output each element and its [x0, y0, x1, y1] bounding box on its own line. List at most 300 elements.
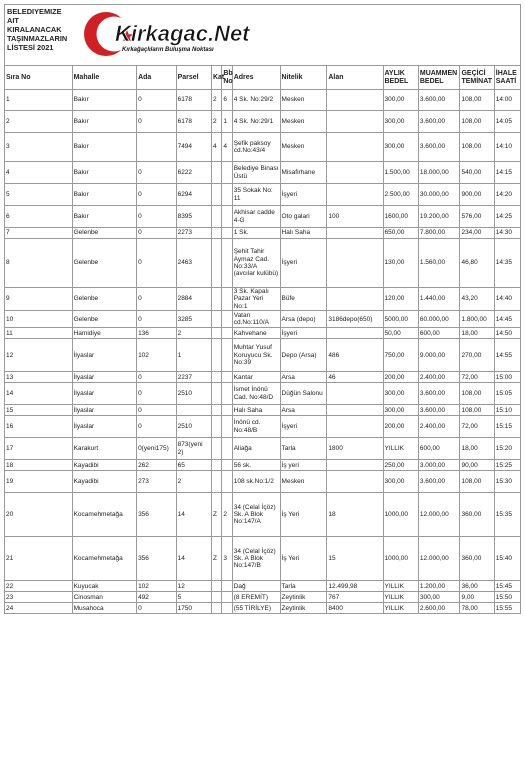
cell-gecici: 234,00 — [460, 228, 494, 239]
cell-ihale: 14:45 — [494, 311, 520, 328]
cell-alan — [327, 228, 383, 239]
cell-kat: 2 — [211, 111, 221, 133]
cell-sira: 4 — [5, 162, 73, 184]
table-row — [5, 493, 521, 537]
cell-parsel: 6222 — [176, 162, 211, 184]
table-row — [5, 228, 521, 239]
cell-alan: 18 — [327, 493, 383, 537]
cell-alan — [327, 90, 383, 111]
table-row — [5, 339, 521, 372]
crescent-star-icon — [82, 8, 282, 60]
cell-ihale: 14:35 — [494, 239, 520, 288]
cell-adres: (55 TİRİLYE) — [232, 603, 280, 614]
cell-ihale: 14:10 — [494, 133, 520, 162]
cell-ada: 102 — [137, 581, 177, 592]
cell-mahalle: Kocamehmetağa — [72, 537, 136, 581]
cell-aylik: 300,00 — [383, 90, 418, 111]
cell-muammen: 3.600,00 — [418, 405, 460, 416]
cell-nitelik: Arsa — [280, 405, 327, 416]
kirkagac-logo — [82, 8, 282, 60]
cell-adres: 108 sk.No:1/2 — [232, 471, 280, 493]
cell-gecici: 90,00 — [460, 460, 494, 471]
cell-parsel: 2273 — [176, 228, 211, 239]
cell-ihale: 15:50 — [494, 592, 520, 603]
cell-adres: 34 (Celal İçöz) Sk. A Blok No:147/A — [232, 493, 280, 537]
cell-mahalle: İlyaslar — [72, 339, 136, 372]
cell-mahalle: Bakır — [72, 162, 136, 184]
cell-ada: 0 — [137, 416, 177, 438]
cell-mahalle: Gelenbe — [72, 239, 136, 288]
cell-ihale: 15:20 — [494, 438, 520, 460]
cell-kat — [211, 162, 221, 184]
cell-gecici: 1.800,00 — [460, 311, 494, 328]
table-row — [5, 90, 521, 111]
cell-kat — [211, 239, 221, 288]
table-row — [5, 372, 521, 383]
cell-parsel: 6178 — [176, 111, 211, 133]
cell-ada: 0 — [137, 405, 177, 416]
list-title: BELEDIYEMIZE AIT KIRALANACAK TAŞINMAZLARIN LİSTESİ 2021 — [5, 5, 73, 66]
table-row — [5, 438, 521, 460]
cell-aylik: 1.500,00 — [383, 162, 418, 184]
cell-bb: 2 — [222, 493, 232, 537]
cell-sira: 13 — [5, 372, 73, 383]
cell-alan: 486 — [327, 339, 383, 372]
cell-kat: 4 — [211, 133, 221, 162]
cell-kat — [211, 581, 221, 592]
cell-nitelik: Zeytinlik — [280, 592, 327, 603]
cell-kat — [211, 288, 221, 311]
cell-sira: 2 — [5, 111, 73, 133]
cell-alan — [327, 460, 383, 471]
cell-muammen: 300,00 — [418, 592, 460, 603]
cell-mahalle: Gelenbe — [72, 288, 136, 311]
cell-bb: 1 — [222, 111, 232, 133]
col-ada: Ada — [137, 66, 177, 90]
cell-aylik: 200,00 — [383, 416, 418, 438]
cell-ihale: 15:00 — [494, 372, 520, 383]
col-sira: Sıra No — [5, 66, 73, 90]
cell-adres: Akhisar cadde 4-G — [232, 206, 280, 228]
cell-muammen: 12.000,00 — [418, 493, 460, 537]
logo-cell — [72, 5, 520, 66]
cell-aylik: 200,00 — [383, 372, 418, 383]
col-nitelik: Nitelik — [280, 66, 327, 90]
cell-sira: 23 — [5, 592, 73, 603]
cell-parsel: 1750 — [176, 603, 211, 614]
cell-nitelik: Mesken — [280, 90, 327, 111]
cell-adres: İnönü cd. No:48/B — [232, 416, 280, 438]
cell-alan: 100 — [327, 206, 383, 228]
cell-bb — [222, 206, 232, 228]
cell-aylik: 5000,00 — [383, 311, 418, 328]
cell-sira: 9 — [5, 288, 73, 311]
cell-ihale: 14:20 — [494, 184, 520, 206]
cell-adres: (8 EREMİT) — [232, 592, 280, 603]
cell-gecici: 78,00 — [460, 603, 494, 614]
cell-parsel: 3285 — [176, 311, 211, 328]
cell-alan — [327, 111, 383, 133]
cell-ihale: 14:25 — [494, 206, 520, 228]
cell-muammen: 60.000,00 — [418, 311, 460, 328]
cell-adres: 4 Sk. No:29/1 — [232, 111, 280, 133]
cell-nitelik: İşyeri — [280, 239, 327, 288]
cell-parsel: 2 — [176, 328, 211, 339]
cell-mahalle: Gelenbe — [72, 228, 136, 239]
cell-bb — [222, 581, 232, 592]
cell-alan — [327, 184, 383, 206]
cell-sira: 10 — [5, 311, 73, 328]
cell-ihale: 14:50 — [494, 328, 520, 339]
cell-muammen: 3.600,00 — [418, 383, 460, 405]
cell-gecici: 108,00 — [460, 471, 494, 493]
cell-alan — [327, 416, 383, 438]
cell-gecici: 540,00 — [460, 162, 494, 184]
cell-aylik: YILLIK — [383, 603, 418, 614]
cell-nitelik: Halı Saha — [280, 228, 327, 239]
cell-alan — [327, 471, 383, 493]
cell-sira: 7 — [5, 228, 73, 239]
table-row — [5, 162, 521, 184]
cell-sira: 15 — [5, 405, 73, 416]
cell-sira: 19 — [5, 471, 73, 493]
cell-sira: 21 — [5, 537, 73, 581]
cell-muammen: 600,00 — [418, 438, 460, 460]
cell-bb: 6 — [222, 90, 232, 111]
cell-alan: 8400 — [327, 603, 383, 614]
cell-nitelik: Büfe — [280, 288, 327, 311]
cell-bb — [222, 603, 232, 614]
cell-muammen: 1.440,00 — [418, 288, 460, 311]
cell-nitelik: İşyeri — [280, 184, 327, 206]
cell-ihale: 15:40 — [494, 537, 520, 581]
cell-bb — [222, 471, 232, 493]
cell-ihale: 15:55 — [494, 603, 520, 614]
cell-kat: Z — [211, 537, 221, 581]
cell-adres: İsmet İnönü Cad. No:48/D — [232, 383, 280, 405]
cell-kat — [211, 328, 221, 339]
col-parsel: Parsel — [176, 66, 211, 90]
cell-sira: 22 — [5, 581, 73, 592]
cell-mahalle: Gelenbe — [72, 311, 136, 328]
cell-kat — [211, 416, 221, 438]
cell-nitelik: İşyeri — [280, 328, 327, 339]
cell-ihale: 14:55 — [494, 339, 520, 372]
cell-alan: 767 — [327, 592, 383, 603]
cell-muammen: 3.600,00 — [418, 133, 460, 162]
cell-aylik: 250,00 — [383, 460, 418, 471]
cell-aylik: 300,00 — [383, 383, 418, 405]
cell-adres: Dağ — [232, 581, 280, 592]
cell-nitelik: İş Yeri — [280, 493, 327, 537]
cell-gecici: 108,00 — [460, 383, 494, 405]
cell-sira: 11 — [5, 328, 73, 339]
cell-nitelik: İş Yeri — [280, 537, 327, 581]
cell-nitelik: Depo (Arsa) — [280, 339, 327, 372]
cell-nitelik: Mesken — [280, 111, 327, 133]
cell-gecici: 108,00 — [460, 405, 494, 416]
cell-bb — [222, 405, 232, 416]
cell-muammen: 3.600,00 — [418, 471, 460, 493]
cell-adres: 34 (Celal İçöz) Sk. A Blok No:147/B — [232, 537, 280, 581]
cell-adres: 56 sk. — [232, 460, 280, 471]
cell-bb — [222, 460, 232, 471]
cell-bb — [222, 592, 232, 603]
cell-gecici: 108,00 — [460, 111, 494, 133]
cell-parsel: 2510 — [176, 383, 211, 405]
rental-list-sheet — [4, 4, 521, 614]
cell-sira: 1 — [5, 90, 73, 111]
table-row — [5, 405, 521, 416]
cell-muammen: 2.600,00 — [418, 603, 460, 614]
cell-sira: 14 — [5, 383, 73, 405]
table-row — [5, 460, 521, 471]
cell-muammen: 9.000,00 — [418, 339, 460, 372]
cell-alan: 1800 — [327, 438, 383, 460]
cell-parsel: 2884 — [176, 288, 211, 311]
cell-aylik: 750,00 — [383, 339, 418, 372]
cell-alan: 15 — [327, 537, 383, 581]
cell-ihale: 15:45 — [494, 581, 520, 592]
cell-mahalle: Kuyucak — [72, 581, 136, 592]
col-bb: Bb No — [222, 66, 232, 90]
table-row — [5, 311, 521, 328]
cell-muammen: 7.800,00 — [418, 228, 460, 239]
table-row — [5, 383, 521, 405]
cell-gecici: 108,00 — [460, 90, 494, 111]
cell-kat — [211, 184, 221, 206]
cell-ada: 102 — [137, 339, 177, 372]
cell-bb — [222, 438, 232, 460]
property-table — [4, 4, 521, 614]
cell-kat: 2 — [211, 90, 221, 111]
cell-adres: 35 Sokak No: 11 — [232, 184, 280, 206]
cell-ada: 0 — [137, 184, 177, 206]
cell-kat — [211, 603, 221, 614]
table-row — [5, 111, 521, 133]
cell-ada: 0 — [137, 228, 177, 239]
cell-gecici: 360,00 — [460, 493, 494, 537]
cell-gecici: 9,00 — [460, 592, 494, 603]
cell-ihale: 15:15 — [494, 416, 520, 438]
cell-ihale: 15:05 — [494, 383, 520, 405]
col-mahalle: Mahalle — [72, 66, 136, 90]
cell-bb — [222, 311, 232, 328]
cell-bb — [222, 239, 232, 288]
cell-alan — [327, 162, 383, 184]
cell-kat — [211, 311, 221, 328]
cell-parsel: 873(yeni 2) — [176, 438, 211, 460]
cell-alan: 12.499,98 — [327, 581, 383, 592]
title-row — [5, 5, 521, 66]
cell-kat: Z — [211, 493, 221, 537]
cell-parsel: 2237 — [176, 372, 211, 383]
cell-mahalle: İlyaslar — [72, 416, 136, 438]
col-muammen: MUAMMEN BEDEL — [418, 66, 460, 90]
cell-gecici: 108,00 — [460, 133, 494, 162]
cell-aylik: YILLIK — [383, 438, 418, 460]
cell-bb — [222, 372, 232, 383]
table-row — [5, 537, 521, 581]
header-row — [5, 66, 521, 90]
cell-ihale: 14:15 — [494, 162, 520, 184]
cell-sira: 17 — [5, 438, 73, 460]
cell-gecici: 36,00 — [460, 581, 494, 592]
cell-alan — [327, 288, 383, 311]
cell-ada: 0 — [137, 372, 177, 383]
cell-parsel: 6178 — [176, 90, 211, 111]
col-aylik: AYLIK BEDEL — [383, 66, 418, 90]
cell-ada: 0 — [137, 206, 177, 228]
cell-ada: 356 — [137, 537, 177, 581]
cell-nitelik: İşyeri — [280, 416, 327, 438]
cell-aylik: 2.500,00 — [383, 184, 418, 206]
cell-aylik: 120,00 — [383, 288, 418, 311]
cell-muammen: 30.000,00 — [418, 184, 460, 206]
cell-adres: Aliağa — [232, 438, 280, 460]
cell-sira: 6 — [5, 206, 73, 228]
table-row — [5, 288, 521, 311]
cell-mahalle: Karakurt — [72, 438, 136, 460]
cell-muammen: 600,00 — [418, 328, 460, 339]
cell-aylik: 130,00 — [383, 239, 418, 288]
cell-kat — [211, 592, 221, 603]
cell-bb — [222, 328, 232, 339]
cell-parsel: 5 — [176, 592, 211, 603]
col-adres: Adres — [232, 66, 280, 90]
cell-gecici: 43,20 — [460, 288, 494, 311]
cell-adres: Vatan cd.No:110/A — [232, 311, 280, 328]
cell-kat — [211, 339, 221, 372]
cell-aylik: 1000,00 — [383, 493, 418, 537]
cell-mahalle: İlyaslar — [72, 372, 136, 383]
cell-ihale: 15:25 — [494, 460, 520, 471]
cell-bb — [222, 339, 232, 372]
cell-gecici: 360,00 — [460, 537, 494, 581]
col-gecici: GEÇİCİ TEMİNAT — [460, 66, 494, 90]
cell-muammen: 19.200,00 — [418, 206, 460, 228]
cell-ihale: 15:10 — [494, 405, 520, 416]
cell-adres: 3 Sk. Kapalı Pazar Yeri No:1 — [232, 288, 280, 311]
cell-ada: 0 — [137, 162, 177, 184]
cell-ada: 0 — [137, 603, 177, 614]
cell-parsel: 65 — [176, 460, 211, 471]
cell-muammen: 3.600,00 — [418, 111, 460, 133]
cell-kat — [211, 383, 221, 405]
cell-mahalle: Bakır — [72, 206, 136, 228]
cell-muammen: 18.000,00 — [418, 162, 460, 184]
table-row — [5, 133, 521, 162]
col-kat: Kat — [211, 66, 221, 90]
cell-alan — [327, 405, 383, 416]
cell-ada: 0(yeni175) — [137, 438, 177, 460]
table-row — [5, 239, 521, 288]
cell-aylik: 300,00 — [383, 405, 418, 416]
cell-adres: Şefik paksoy cd.No:43/4 — [232, 133, 280, 162]
cell-adres: Şehit Tahir Aymaz Cad. No:33/A (avcılar kulübü) — [232, 239, 280, 288]
cell-nitelik: Misafirhane — [280, 162, 327, 184]
cell-alan — [327, 133, 383, 162]
cell-ada: 0 — [137, 288, 177, 311]
cell-nitelik: Tarla — [280, 581, 327, 592]
cell-aylik: YILLIK — [383, 581, 418, 592]
table-row — [5, 184, 521, 206]
cell-kat — [211, 372, 221, 383]
cell-mahalle: Cinosman — [72, 592, 136, 603]
cell-gecici: 72,00 — [460, 416, 494, 438]
cell-ada: 0 — [137, 239, 177, 288]
cell-parsel: 6294 — [176, 184, 211, 206]
cell-adres: Muhtar Yusuf Koruyucu Sk. No:39 — [232, 339, 280, 372]
cell-ihale: 14:40 — [494, 288, 520, 311]
cell-adres: Belediye Binası Üstü — [232, 162, 280, 184]
cell-aylik: 650,00 — [383, 228, 418, 239]
cell-sira: 20 — [5, 493, 73, 537]
cell-nitelik: Mesken — [280, 133, 327, 162]
cell-parsel: 14 — [176, 493, 211, 537]
cell-alan: 3186depo(650) — [327, 311, 383, 328]
cell-aylik: YILLIK — [383, 592, 418, 603]
cell-ada: 0 — [137, 383, 177, 405]
cell-muammen: 3.000,00 — [418, 460, 460, 471]
cell-aylik: 300,00 — [383, 111, 418, 133]
cell-sira: 18 — [5, 460, 73, 471]
cell-kat — [211, 460, 221, 471]
cell-ihale: 14:30 — [494, 228, 520, 239]
cell-bb — [222, 228, 232, 239]
table-row — [5, 471, 521, 493]
table-row — [5, 592, 521, 603]
cell-mahalle: Kayadibi — [72, 471, 136, 493]
cell-ihale: 15:30 — [494, 471, 520, 493]
table-row — [5, 603, 521, 614]
cell-parsel: 12 — [176, 581, 211, 592]
cell-gecici: 576,00 — [460, 206, 494, 228]
cell-parsel: 2 — [176, 471, 211, 493]
table-row — [5, 416, 521, 438]
cell-kat — [211, 438, 221, 460]
cell-alan: 46 — [327, 372, 383, 383]
cell-parsel: 2510 — [176, 416, 211, 438]
cell-kat — [211, 206, 221, 228]
cell-sira: 16 — [5, 416, 73, 438]
cell-aylik: 1000,00 — [383, 537, 418, 581]
cell-alan — [327, 383, 383, 405]
cell-ada: 136 — [137, 328, 177, 339]
cell-nitelik: Zeytinlik — [280, 603, 327, 614]
cell-kat — [211, 228, 221, 239]
cell-mahalle: İlyaslar — [72, 405, 136, 416]
cell-ihale: 14:00 — [494, 90, 520, 111]
cell-adres: 4 Sk. No:29/2 — [232, 90, 280, 111]
cell-aylik: 300,00 — [383, 471, 418, 493]
cell-ihale: 14:05 — [494, 111, 520, 133]
cell-sira: 8 — [5, 239, 73, 288]
cell-sira: 3 — [5, 133, 73, 162]
cell-parsel: 8395 — [176, 206, 211, 228]
cell-bb — [222, 184, 232, 206]
cell-bb: 4 — [222, 133, 232, 162]
cell-sira: 24 — [5, 603, 73, 614]
cell-muammen: 1.200,00 — [418, 581, 460, 592]
cell-sira: 5 — [5, 184, 73, 206]
table-row — [5, 328, 521, 339]
cell-nitelik: İş yeri — [280, 460, 327, 471]
cell-gecici: 18,00 — [460, 328, 494, 339]
cell-ada: 0 — [137, 111, 177, 133]
cell-mahalle: İlyaslar — [72, 383, 136, 405]
cell-bb — [222, 162, 232, 184]
